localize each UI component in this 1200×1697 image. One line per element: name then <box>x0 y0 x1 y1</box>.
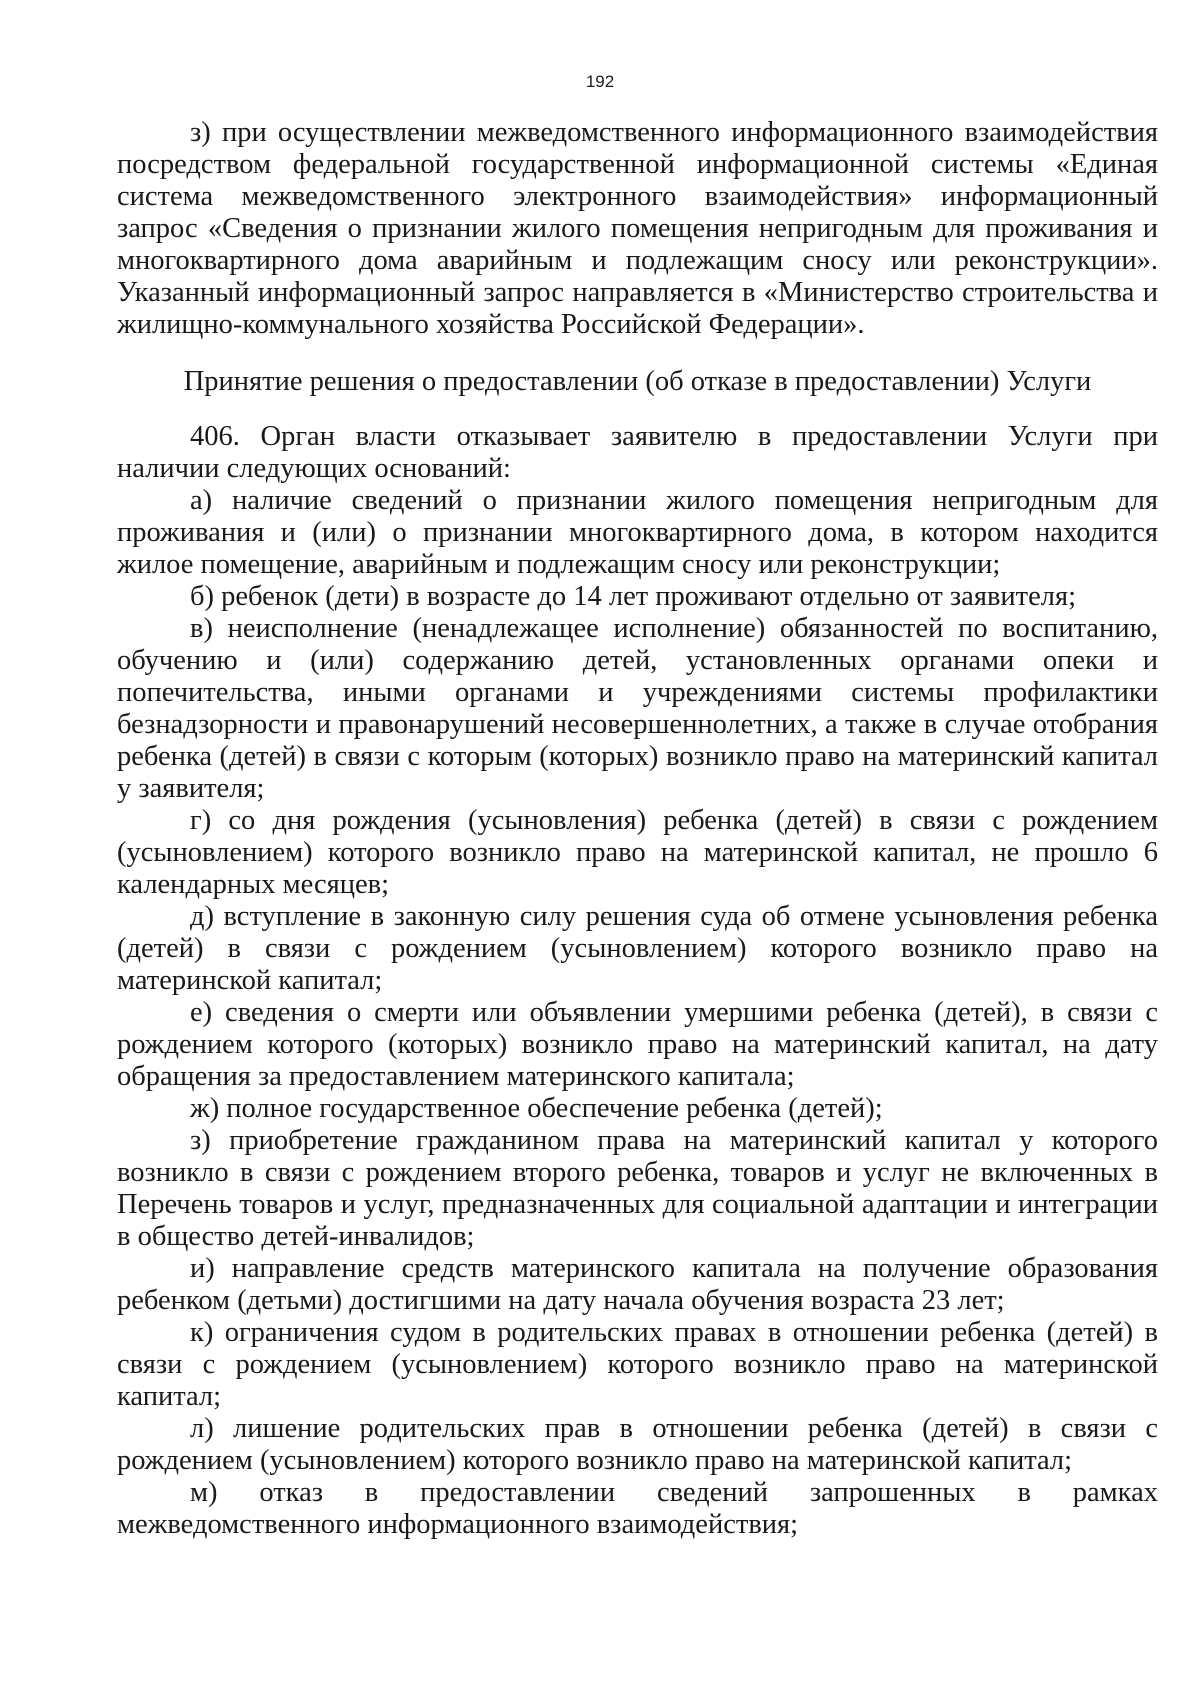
list-item-v: в) неисполнение (ненадлежащее исполнение) обязанностей по воспитанию, обучению и (или) содержанию детей, установленных органами опеки и попечительства, иными органами и учреждениями системы профилактики безнадзорности и правонарушений несовершеннолетних, а также в случае отобрания ребенка (детей) в связи с которым (которых) возникло право на материнский капитал у заявителя; <box>117 613 1158 804</box>
list-item-a: а) наличие сведений о признании жилого помещения непригодным для проживания и (или) о признании многоквартирного дома, в котором находится жилое помещение, аварийным и подлежащим сносу или реконструкции; <box>117 485 1158 580</box>
page-number: 192 <box>585 72 615 91</box>
list-item-g: г) со дня рождения (усыновления) ребенка (детей) в связи с рождением (усыновлением) которого возникло право на материнской капитал, не прошло 6 календарных месяцев; <box>117 805 1158 900</box>
list-item-m: м) отказ в предоставлении сведений запрошенных в рамках межведомственного информационного взаимодействия; <box>117 1477 1158 1540</box>
document-body <box>117 117 1158 1541</box>
paragraph-item-z-interagency: з) при осуществлении межведомственного информационного взаимодействия посредством федеральной государственной информационной системы «Единая система межведомственного электронного взаимодействия» информационный запрос «Сведения о признании жилого помещения непригодным для проживания и многоквартирного дома аварийным и подлежащим сносу или реконструкции». Указанный информационный запрос направляется в «Министерство строительства и жилищно-коммунального хозяйства Российской Федерации». <box>117 117 1158 340</box>
list-item-k: к) ограничения судом в родительских правах в отношении ребенка (детей) в связи с рождением (усыновлением) которого возникло право на материнской капитал; <box>117 1317 1158 1412</box>
list-item-e: е) сведения о смерти или объявлении умершими ребенка (детей), в связи с рождением которого (которых) возникло право на материнский капитал, на дату обращения за предоставлением материнского капитала; <box>117 997 1158 1092</box>
paragraph-406-intro: 406. Орган власти отказывает заявителю в предоставлении Услуги при наличии следующих оснований: <box>117 421 1158 484</box>
list-item-d: д) вступление в законную силу решения суда об отмене усыновления ребенка (детей) в связи с рождением (усыновлением) которого возникло право на материнской капитал; <box>117 901 1158 996</box>
list-item-zh: ж) полное государственное обеспечение ребенка (детей); <box>190 1093 883 1124</box>
section-heading: Принятие решения о предоставлении (об отказе в предоставлении) Услуги <box>183 366 1092 397</box>
list-item-z: з) приобретение гражданином права на материнский капитал у которого возникло в связи с рождением второго ребенка, товаров и услуг не включенных в Перечень товаров и услуг, предназначенных для социальной адаптации и интеграции в общество детей-инвалидов; <box>117 1125 1158 1252</box>
list-item-l: л) лишение родительских прав в отношении ребенка (детей) в связи с рождением (усыновлением) которого возникло право на материнской капитал; <box>117 1413 1158 1476</box>
list-item-i: и) направление средств материнского капитала на получение образования ребенком (детьми) достигшими на дату начала обучения возраста 23 лет; <box>117 1253 1158 1316</box>
list-item-b: б) ребенок (дети) в возрасте до 14 лет проживают отдельно от заявителя; <box>190 581 1077 612</box>
